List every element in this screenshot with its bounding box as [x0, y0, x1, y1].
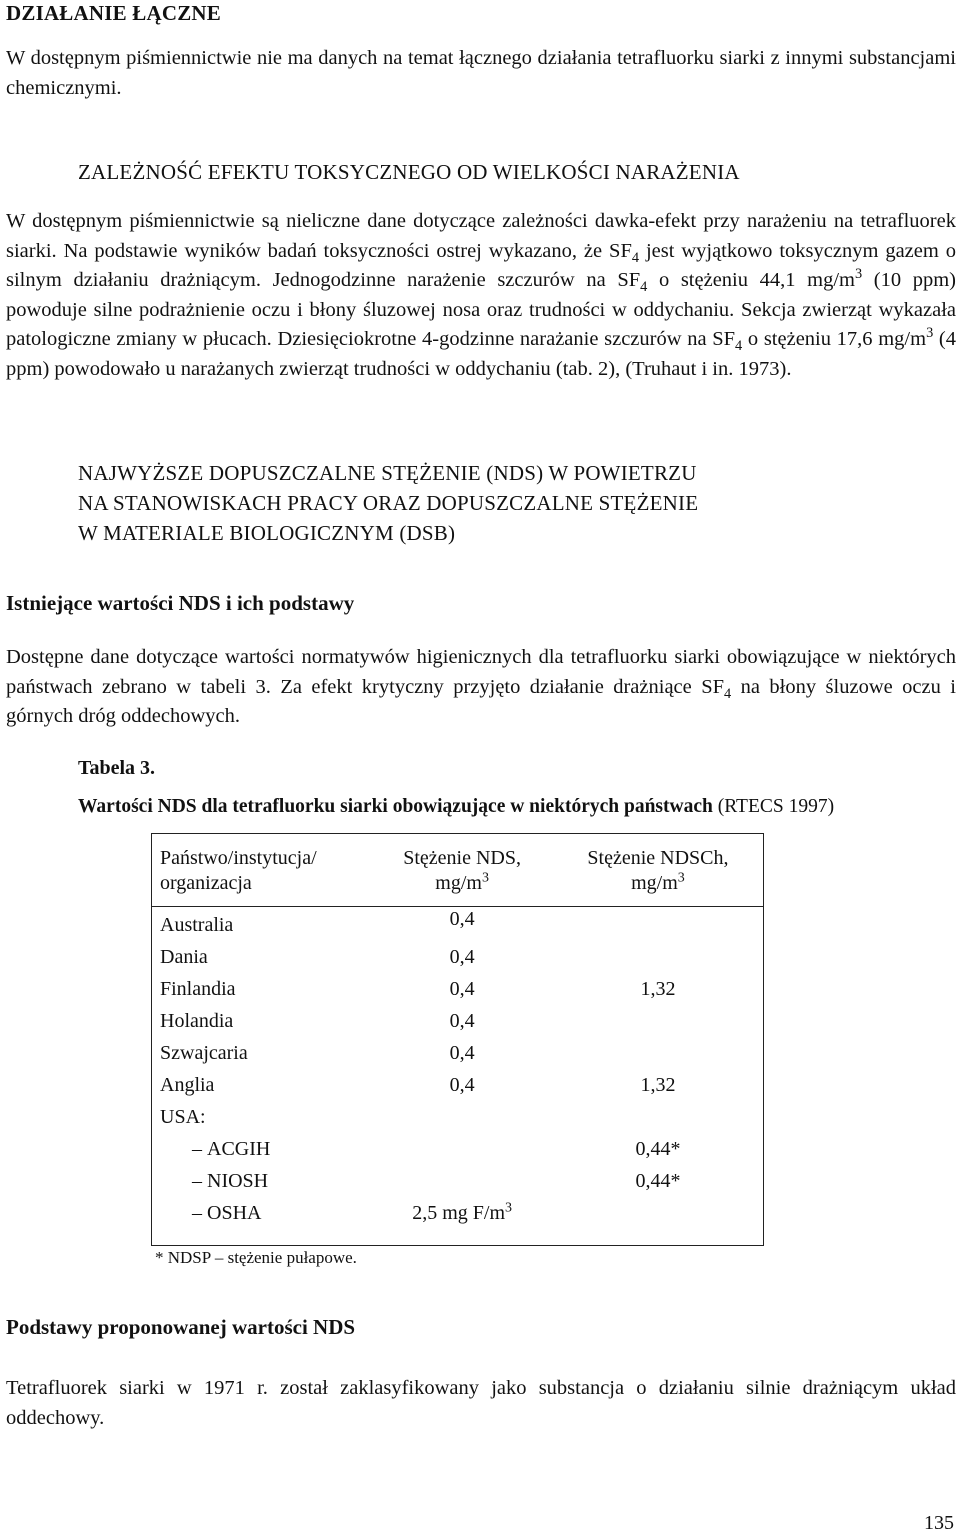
cell-country: Dania [152, 945, 372, 977]
section-heading-dose-effect: ZALEŻNOŚĆ EFEKTU TOKSYCZNEGO OD WIELKOŚCI NARAŻENIA [78, 160, 740, 184]
paragraph-proposed-nds: Tetrafluorek siarki w 1971 r. został zaklasyfikowany jako substancja o działaniu silnie drażniącym układ oddechowy. [6, 1377, 956, 1429]
subheading-existing-nds: Istniejące wartości NDS i ich podstawy [6, 591, 355, 615]
section-heading-nds [78, 458, 948, 548]
cell-ndsch: 0,44* [553, 1137, 764, 1169]
cell-nds: 0,4 [449, 1042, 475, 1064]
cell-country: – NIOSH [152, 1169, 372, 1201]
cell-ndsch [553, 907, 764, 946]
heading-line: NA STANOWISKACH PRACY ORAZ DOPUSZCZALNE STĘŻENIE [78, 491, 699, 515]
table-row [152, 945, 764, 977]
cell-ndsch: 0,44* [553, 1169, 764, 1201]
table-caption: Wartości NDS dla tetrafluorku siarki obowiązujące w niektórych państwach (RTECS 1997) [78, 796, 835, 817]
subheading-proposed-nds: Podstawy proponowanej wartości NDS [6, 1315, 356, 1339]
table-row [152, 1169, 764, 1201]
table-row [152, 1137, 764, 1169]
heading-line: W MATERIALE BIOLOGICZNYM (DSB) [78, 521, 456, 545]
dash-mark: – [192, 1138, 202, 1160]
table-row [152, 1041, 764, 1073]
cell-nds [371, 1169, 553, 1201]
cell-country: Holandia [152, 1009, 372, 1041]
table-footnote: * NDSP – stężenie pułapowe. [155, 1248, 357, 1267]
section-heading-combined-action: DZIAŁANIE ŁĄCZNE [6, 1, 221, 25]
cell-country: Finlandia [152, 977, 372, 1009]
cell-ndsch [553, 1105, 764, 1137]
table-row [152, 1073, 764, 1105]
table-header-row [152, 834, 764, 907]
dash-mark: – [192, 1202, 202, 1224]
cell-ndsch [553, 1009, 764, 1041]
header-nds: Stężenie NDS, $mg/m^3$ [371, 834, 553, 907]
cell-nds [371, 1105, 553, 1137]
cell-country: Szwajcaria [152, 1041, 372, 1073]
cell-ndsch [553, 1041, 764, 1073]
cell-ndsch: 1,32 [553, 1073, 764, 1105]
header-country: Państwo/instytucja/ organizacja [152, 834, 372, 907]
cell-nds [371, 1137, 553, 1169]
nds-table [151, 833, 764, 1246]
cell-ndsch [553, 945, 764, 977]
cell-ndsch: 1,32 [553, 977, 764, 1009]
cell-nds: 0,4 [449, 946, 475, 968]
cell-nds: 0,4 [449, 1010, 475, 1032]
table-row [152, 977, 764, 1009]
cell-country: – ACGIH [152, 1137, 372, 1169]
paragraph-combined-action: W dostępnym piśmiennictwie nie ma danych na temat łącznego działania tetrafluorku siarki z innymi substancjami chemicznymi. [6, 47, 956, 99]
table-row [152, 1009, 764, 1041]
heading-line: NAJWYŻSZE DOPUSZCZALNE STĘŻENIE (NDS) W POWIETRZU [78, 461, 697, 485]
cell-country: – OSHA [152, 1201, 372, 1245]
table-label: Tabela 3. [78, 757, 156, 779]
cell-country: Australia [152, 907, 372, 946]
dash-mark: – [192, 1170, 202, 1192]
cell-country: USA: [152, 1105, 372, 1137]
cell-nds: 0,4 [449, 908, 475, 930]
header-ndsch: Stężenie NDSCh, $mg/m^3$ [553, 834, 764, 907]
paragraph-existing-nds: Dostępne dane dotyczące wartości normatywów higienicznych dla tetrafluorku siarki obowiązujące w niektórych państwach zebrano w tabeli 3. Za efekt krytyczny przyjęto działanie drażniące $SF_4$ na błony śluzowe oczu i górnych dróg oddechowych. [6, 646, 956, 727]
cell-nds: 0,4 [449, 978, 475, 1000]
table-row [152, 1201, 764, 1245]
cell-ndsch [553, 1201, 764, 1245]
page-number: 135 [924, 1512, 954, 1534]
paragraph-dose-effect: W dostępnym piśmiennictwie są nieliczne dane dotyczące zależności dawka-efekt przy narażeniu na tetrafluorek siarki. Na podstawie wyników badań toksyczności ostrej wykazano, że $SF_4$ jest wyjątkowo toksycznym gazem o silnym działaniu drażniącym. Jednogodzinne narażenie szczurów na $SF_4$ o stężeniu 44,1 $mg/m^3$ (10 ppm) powoduje silne podrażnienie oczu i błony śluzowej nosa oraz trudności w oddychaniu. Sekcja zwierząt wykazała patologiczne zmiany w płucach. Dziesięciokrotne 4-godzinne narażanie szczurów na $SF_4$ o stężeniu 17,6 $mg/m^3$ (4 ppm) powodowało u narażanych zwierząt trudności w oddychaniu (tab. 2), (Truhaut i in. 1973). [6, 210, 957, 380]
cell-nds: 2,5 mg $F/m^3$ [371, 1201, 553, 1245]
table-row [152, 907, 764, 946]
table-row [152, 1105, 764, 1137]
cell-country: Anglia [152, 1073, 372, 1105]
cell-nds: 0,4 [449, 1074, 475, 1096]
